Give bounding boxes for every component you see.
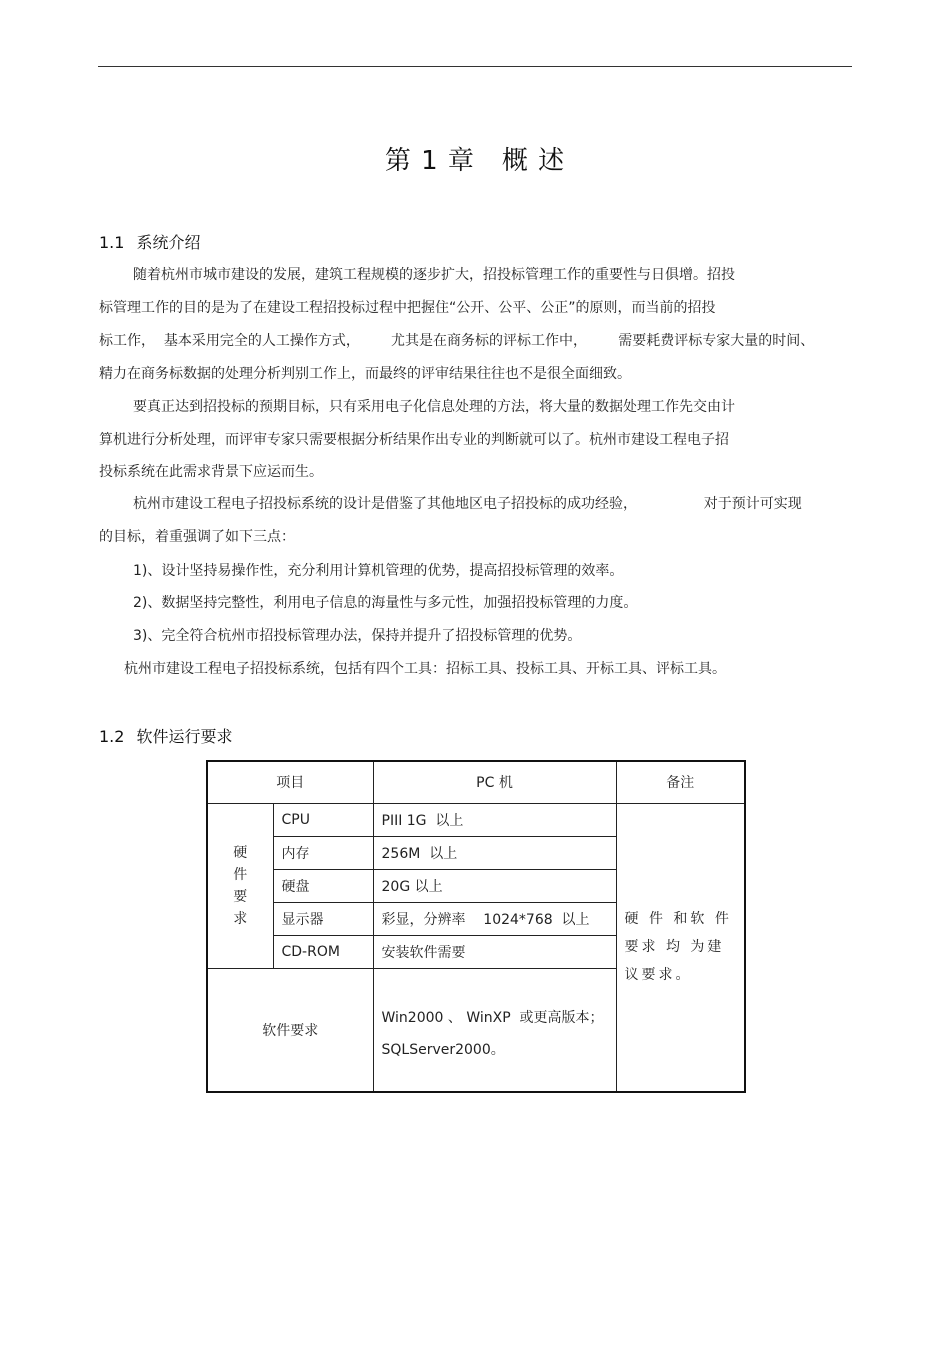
paragraph-line: 杭州市建设工程电子招投标系统，包括有四个工具：招标工具、投标工具、开标工具、评标工具。 (124, 661, 726, 677)
paragraph-line: 算机进行分析处理，而评审专家只需要根据分析结果作出专业的判断就可以了。杭州市建设工程电子招 (99, 432, 729, 448)
remark-text: 硬 件 和软 件要求 均 为建 议要求。 (624, 911, 732, 984)
table-header-row (207, 761, 745, 803)
list-item: 1)、设计坚持易操作性，充分利用计算机管理的优势，提高招投标管理的效率。 (133, 563, 624, 579)
hw-value-cdrom: 安装软件需要 (373, 935, 616, 968)
hw-name-cdrom: CD-ROM (273, 935, 373, 968)
paragraph-line: 要真正达到招投标的预期目标，只有采用电子化信息处理的方法，将大量的数据处理工作先交由计 (133, 399, 735, 415)
hw-name-memory: 内存 (273, 836, 373, 869)
chapter-title: 第 1 章 概 述 (384, 146, 566, 176)
software-label: 软件要求 (207, 968, 373, 1092)
list-item: 3)、完全符合杭州市招投标管理办法，保持并提升了招投标管理的优势。 (133, 628, 582, 644)
paragraph-line: 随着杭州市城市建设的发展，建筑工程规模的逐步扩大，招投标管理工作的重要性与日俱增。招投 (133, 267, 735, 283)
list-item: 2)、数据坚持完整性，利用电子信息的海量性与多元性，加强招投标管理的力度。 (133, 595, 638, 611)
header-item: 项目 (207, 761, 373, 803)
section-heading-1-1 (99, 230, 200, 253)
software-line: SQLServer2000。 (381, 1041, 505, 1058)
hw-value-cpu: PIII 1G 以上 (373, 803, 616, 836)
hw-name-cpu: CPU (273, 803, 373, 836)
hw-value-memory: 256M 以上 (373, 836, 616, 869)
table-row (207, 803, 745, 836)
remark-cell (616, 803, 745, 1092)
paragraph-line: 杭州市建设工程电子招投标系统的设计是借鉴了其他地区电子招投标的成功经验， 对于预计可实现 (133, 496, 802, 512)
paragraph-line: 的目标，着重强调了如下三点： (99, 529, 295, 545)
section-number: 1.2 (99, 727, 125, 746)
software-line: Win2000 、 WinXP 或更高版本； (381, 1009, 604, 1026)
hw-name-display: 显示器 (273, 902, 373, 935)
section-title: 系统介绍 (136, 233, 201, 252)
hardware-group-label (207, 803, 273, 968)
hw-value-disk: 20G 以上 (373, 869, 616, 902)
requirements-table (206, 760, 746, 1093)
paragraph-line: 投标系统在此需求背景下应运而生。 (99, 464, 323, 480)
header-rule (98, 66, 852, 67)
hw-name-disk: 硬盘 (273, 869, 373, 902)
hw-value-display: 彩显，分辨率 1024*768 以上 (373, 902, 616, 935)
hardware-group-text: 硬 件 要 求 (233, 844, 248, 927)
header-remark: 备注 (616, 761, 745, 803)
section-number: 1.1 (99, 233, 125, 252)
paragraph-line: 标工作， 基本采用完全的人工操作方式， 尤其是在商务标的评标工作中， 需要耗费评标专家大量的时间、 (99, 333, 815, 349)
paragraph-line: 精力在商务标数据的处理分析判别工作上，而最终的评审结果往往也不是很全面细致。 (99, 366, 631, 382)
paragraph-line: 标管理工作的目的是为了在建设工程招投标过程中把握住“公开、公平、公正”的原则，而当前的招投 (99, 300, 716, 316)
section-title: 软件运行要求 (136, 727, 233, 746)
section-heading-1-2 (99, 724, 232, 747)
software-value (373, 968, 616, 1092)
header-pc: PC 机 (373, 761, 616, 803)
